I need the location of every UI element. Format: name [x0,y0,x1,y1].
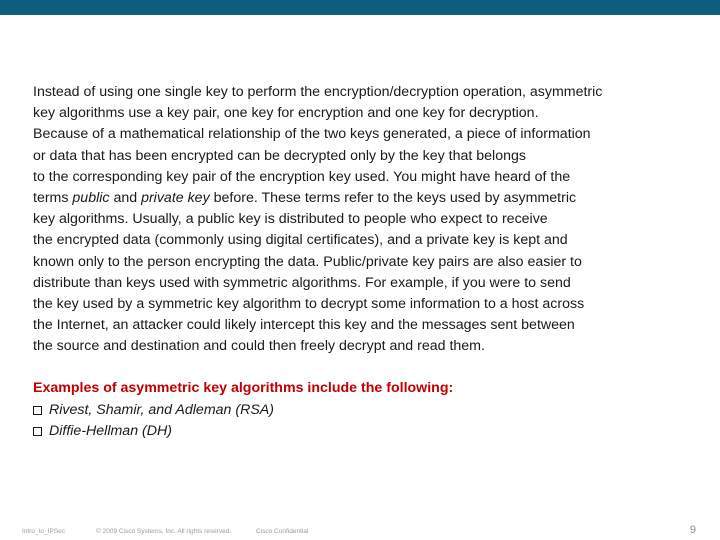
checkbox-bullet-icon [33,427,42,436]
body-line: the source and destination and could then freely decrypt and read them. [33,338,485,355]
terms-pre: terms [33,190,73,207]
body-line: the encrypted data (commonly using digital certificates), and a private key is kept and [33,232,568,249]
examples-section [33,378,693,443]
body-line: or data that has been encrypted can be decrypted only by the key that belongs [33,147,526,164]
body-paragraph [33,82,693,358]
examples-heading: Examples of asymmetric key algorithms include the following: [33,380,454,396]
term-private-key: private key [141,190,210,207]
list-item [33,421,693,443]
page-number: 9 [689,524,696,536]
body-line: Because of a mathematical relationship of the two keys generated, a piece of information [33,126,591,143]
term-public: public [72,190,110,207]
body-line: distribute than keys used with symmetric algorithms. For example, if you were to send [33,274,571,291]
footer-deck-name: Intro_to_IPSec [22,528,65,535]
list-item [33,400,693,422]
body-line: known only to the person encrypting the data. Public/private key pairs are also easier to [33,253,582,270]
body-line: the Internet, an attacker could likely intercept this key and the messages sent between [33,317,575,334]
body-line: key algorithms. Usually, a public key is distributed to people who expect to receive [33,211,548,228]
body-line: to the corresponding key pair of the encryption key used. You might have heard of the [33,168,571,185]
terms-mid: and [109,190,142,207]
list-item-label: Rivest, Shamir, and Adleman (RSA) [49,401,274,418]
body-line: key algorithms use a key pair, one key for encryption and one key for decryption. [33,105,539,122]
footer-confidential: Cisco Confidential [256,528,309,535]
footer-copyright: © 2009 Cisco Systems, Inc. All rights reserved. [96,528,232,535]
body-line: the key used by a symmetric key algorithm to decrypt some information to a host across [33,296,585,313]
body-line: Instead of using one single key to perform the encryption/decryption operation, asymmetric [33,84,603,100]
checkbox-bullet-icon [33,406,42,415]
top-banner-bar [0,0,720,15]
body-line-terms [33,188,693,209]
list-item-label: Diffie-Hellman (DH) [49,423,172,439]
terms-post: before. These terms refer to the keys used by asymmetric [209,190,577,207]
